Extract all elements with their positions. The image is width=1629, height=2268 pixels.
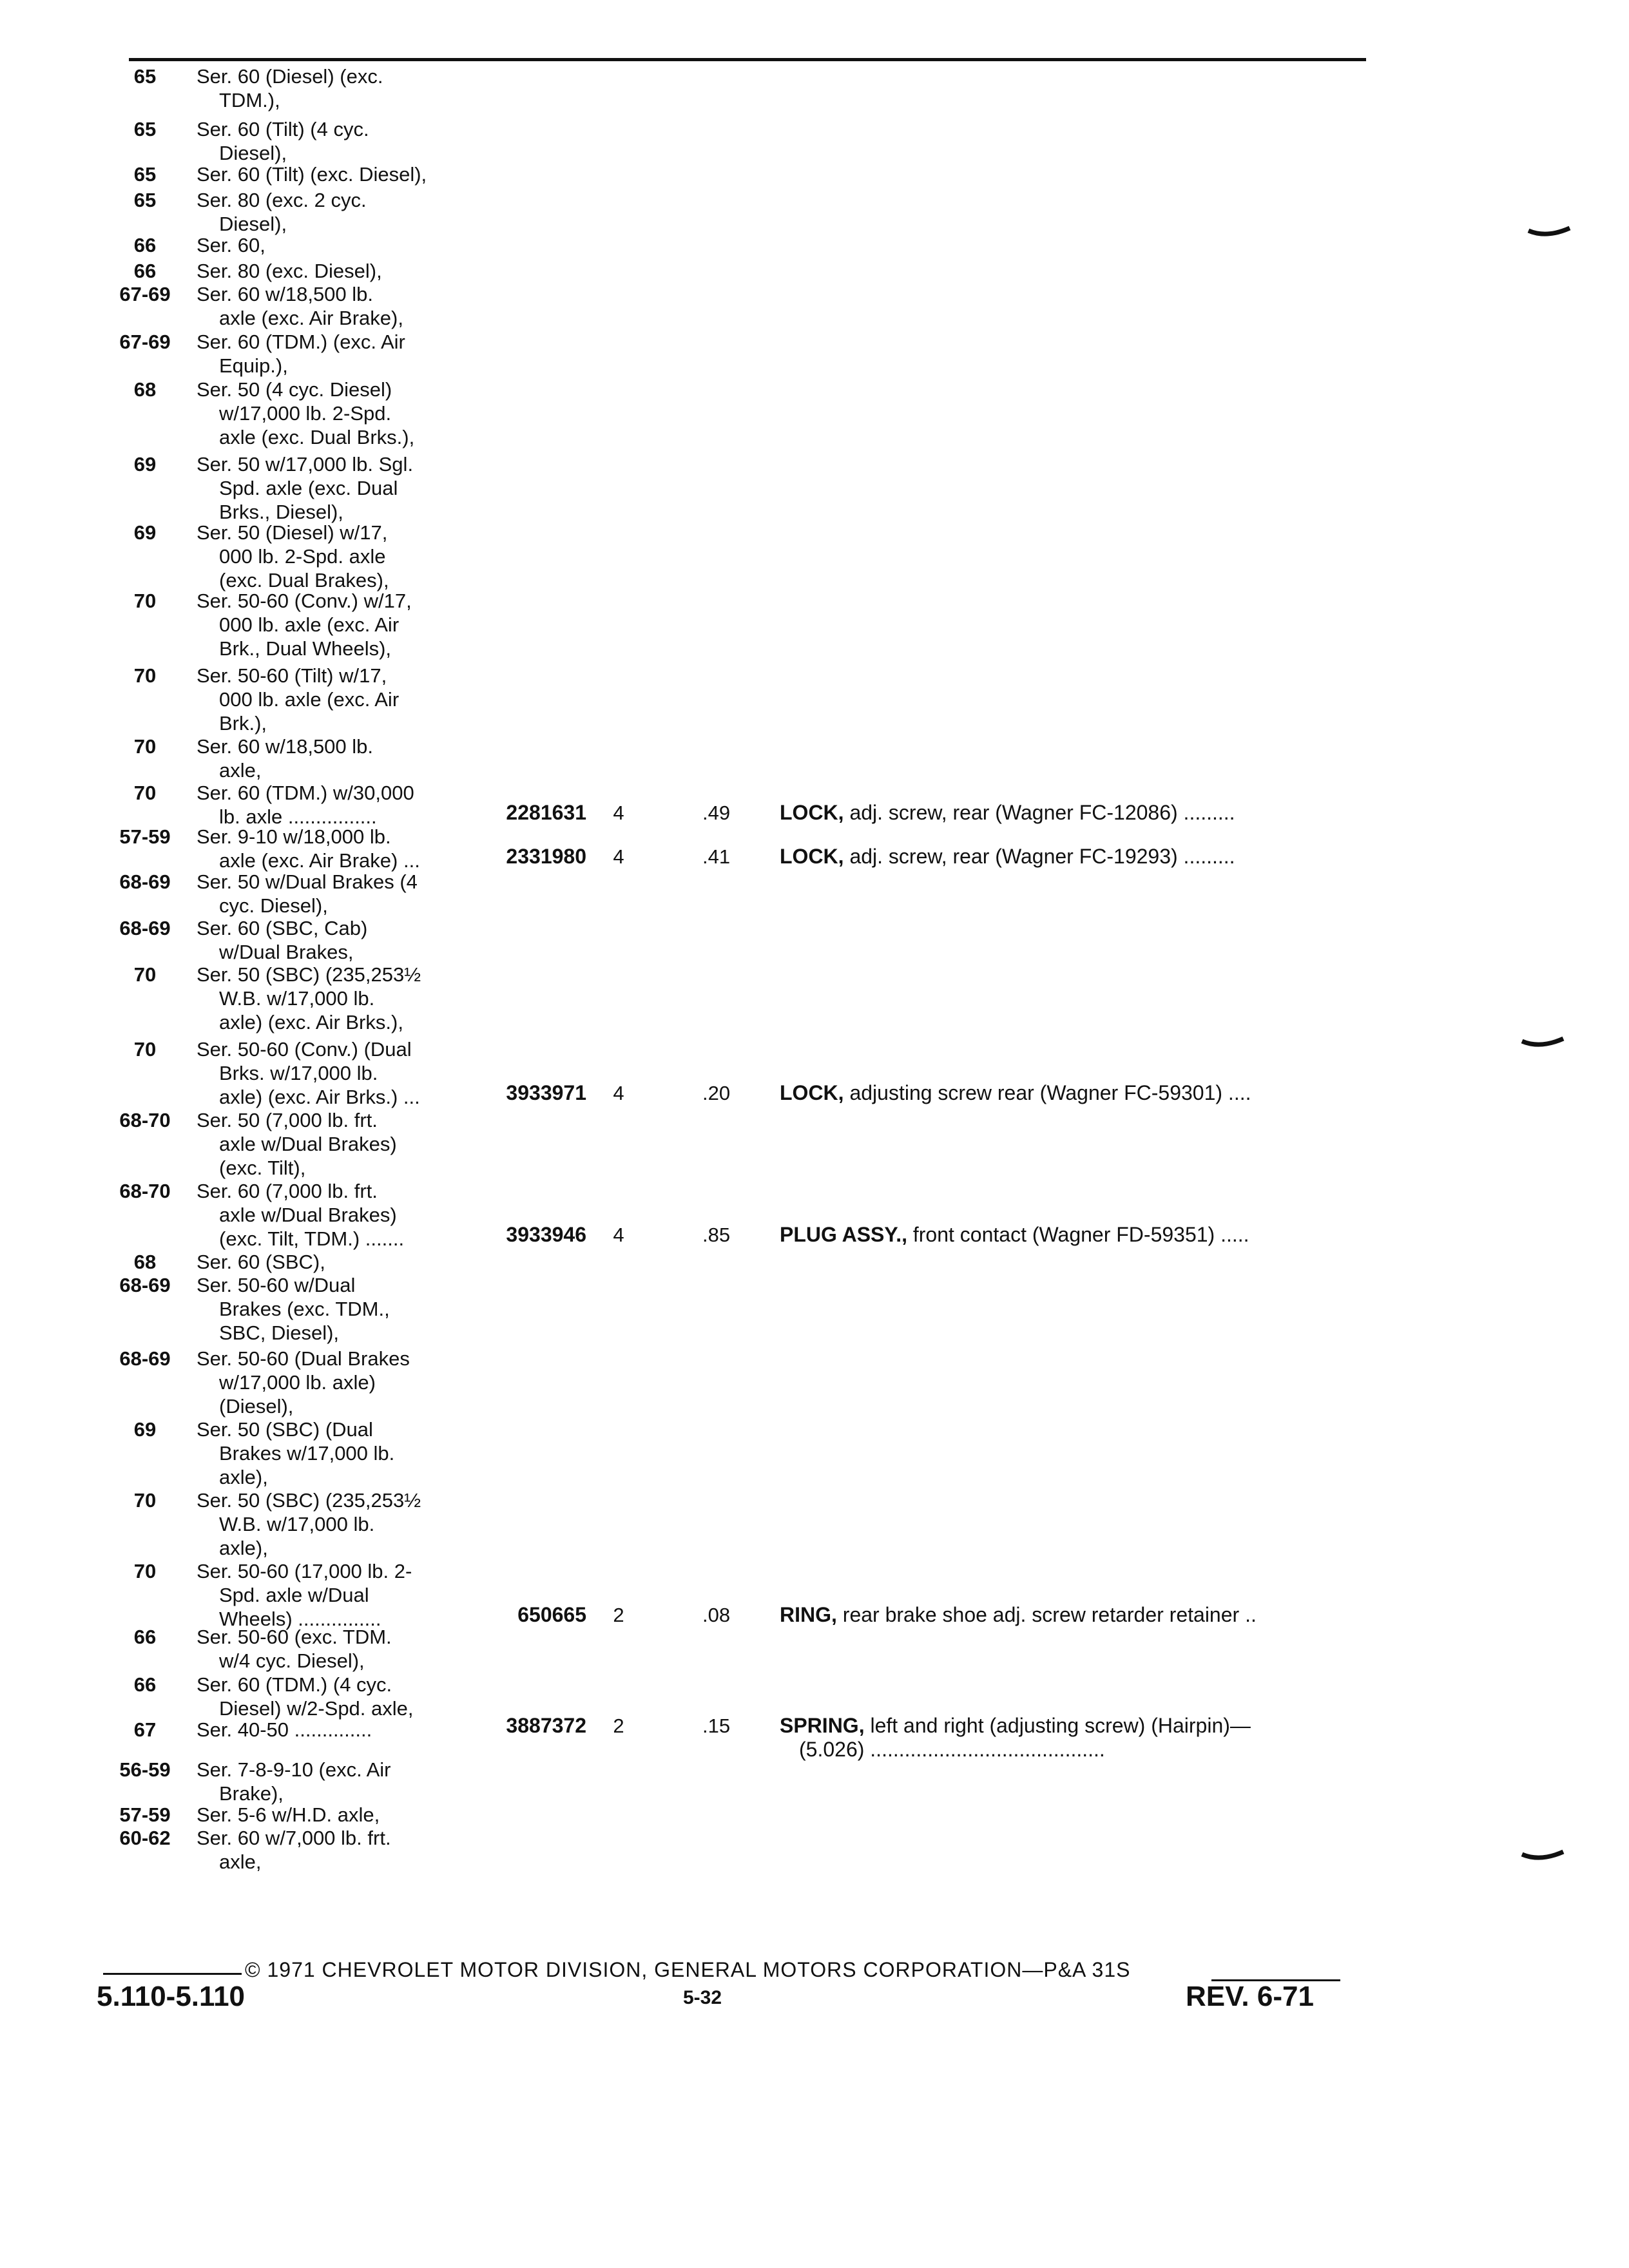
application-line: Ser. 50 (7,000 lb. frt. — [197, 1109, 378, 1131]
application-line: 000 lb. axle (exc. Air — [219, 613, 400, 636]
part-detail: adj. screw, rear (Wagner FC-19293) ......... — [843, 845, 1235, 868]
part-description — [780, 1714, 1360, 1762]
model-year: 65 — [133, 65, 157, 88]
application-line: Ser. 60 (SBC), — [197, 1251, 325, 1273]
application-text — [197, 1488, 487, 1560]
application-line: Ser. 60 w/18,500 lb. — [197, 283, 374, 305]
application-text — [197, 916, 487, 964]
application-line: lb. axle ................ — [219, 805, 377, 828]
application-line: Brk., Dual Wheels), — [219, 637, 392, 660]
part-detail: front contact (Wagner FD-59351) ..... — [907, 1223, 1249, 1246]
application-text — [197, 1559, 487, 1631]
application-line: w/17,000 lb. axle) — [219, 1371, 376, 1394]
application-text — [197, 117, 487, 165]
model-year: 69 — [133, 453, 157, 476]
application-text — [197, 781, 487, 829]
application-line: Ser. 80 (exc. Diesel), — [197, 260, 382, 282]
application-line: (Diesel), — [219, 1395, 294, 1418]
model-year: 60-62 — [119, 1827, 171, 1849]
model-year: 70 — [133, 963, 157, 986]
binder-mark-top — [1527, 226, 1572, 241]
footer-copyright: © 1971 CHEVROLET MOTOR DIVISION, GENERAL MOTORS CORPORATION—P&A 31S — [245, 1958, 1131, 1981]
part-number: 2281631 — [506, 801, 586, 824]
model-year: 68-69 — [119, 870, 171, 893]
application-line: 000 lb. axle (exc. Air — [219, 688, 400, 711]
application-text — [197, 735, 487, 782]
application-line: Ser. 50 (Diesel) w/17, — [197, 521, 388, 544]
application-text — [197, 1108, 487, 1180]
application-line: axle w/Dual Brakes) — [219, 1204, 397, 1226]
application-text — [197, 330, 487, 378]
model-year: 56-59 — [119, 1758, 171, 1781]
application-text — [197, 870, 487, 918]
application-line: Diesel) w/2-Spd. axle, — [219, 1697, 414, 1720]
application-text — [197, 188, 487, 236]
application-line: Ser. 50 (SBC) (235,253½ — [197, 963, 421, 986]
model-year: 66 — [133, 234, 157, 256]
application-line: Ser. 80 (exc. 2 cyc. — [197, 189, 367, 211]
application-line: (exc. Tilt, TDM.) ....... — [219, 1227, 405, 1250]
application-line: axle), — [219, 1466, 268, 1488]
model-year: 68 — [133, 378, 157, 401]
part-name: RING, — [780, 1603, 837, 1626]
application-line: axle w/Dual Brakes) — [219, 1133, 397, 1155]
model-year: 70 — [133, 1560, 157, 1582]
application-line: Ser. 7-8-9-10 (exc. Air — [197, 1758, 391, 1781]
price: .85 — [702, 1224, 731, 1246]
application-line: w/17,000 lb. 2-Spd. — [219, 402, 392, 425]
model-year: 57-59 — [119, 1803, 171, 1826]
application-line: axle, — [219, 1850, 262, 1873]
part-name: LOCK, — [780, 801, 844, 824]
model-year: 70 — [133, 590, 157, 612]
application-line: Ser. 60 (SBC, Cab) — [197, 917, 368, 939]
price: .08 — [702, 1604, 731, 1626]
model-year: 68-69 — [119, 917, 171, 939]
quantity: 4 — [613, 802, 624, 824]
application-line: Ser. 60 (Tilt) (4 cyc. — [197, 118, 369, 140]
application-line: Ser. 40-50 .............. — [197, 1718, 372, 1741]
quantity: 2 — [613, 1604, 624, 1626]
application-text — [197, 1418, 487, 1489]
quantity: 4 — [613, 845, 624, 868]
model-year: 65 — [133, 118, 157, 140]
application-line: axle (exc. Dual Brks.), — [219, 426, 415, 448]
part-description — [780, 845, 1360, 869]
application-text — [197, 1625, 487, 1673]
application-line: cyc. Diesel), — [219, 894, 328, 917]
application-text — [197, 664, 487, 735]
price: .20 — [702, 1082, 731, 1104]
part-detail: left and right (adjusting screw) (Hairpin)— — [864, 1714, 1251, 1737]
application-line: axle, — [219, 759, 262, 782]
part-detail-continued: (5.026) ......................................... — [799, 1738, 1105, 1761]
application-line: W.B. w/17,000 lb. — [219, 987, 375, 1010]
application-line: axle (exc. Air Brake) ... — [219, 849, 420, 872]
application-line: Ser. 50-60 (Dual Brakes — [197, 1347, 410, 1370]
application-text — [197, 825, 487, 872]
model-year: 68-70 — [119, 1180, 171, 1202]
application-line: Ser. 60 (Tilt) (exc. Diesel), — [197, 163, 427, 186]
part-number: 3887372 — [506, 1714, 586, 1737]
quantity: 2 — [613, 1715, 624, 1737]
price: .41 — [702, 845, 731, 868]
application-line: Ser. 50 w/17,000 lb. Sgl. — [197, 453, 414, 476]
application-line: Ser. 60 (TDM.) (exc. Air — [197, 331, 405, 353]
application-line: Ser. 50 w/Dual Brakes (4 — [197, 870, 418, 893]
application-line: Ser. 5-6 w/H.D. axle, — [197, 1803, 380, 1826]
footer-revision: REV. 6-71 — [1186, 1981, 1314, 2012]
part-name: LOCK, — [780, 845, 844, 868]
application-text — [197, 1803, 487, 1827]
application-line: Brks., Diesel), — [219, 501, 343, 523]
model-year: 68-69 — [119, 1347, 171, 1370]
quantity: 4 — [613, 1224, 624, 1246]
application-line: Spd. axle w/Dual — [219, 1584, 369, 1606]
model-year: 67 — [133, 1718, 157, 1741]
model-year: 70 — [133, 1489, 157, 1512]
part-description — [780, 1223, 1360, 1247]
part-name: PLUG ASSY., — [780, 1223, 907, 1246]
application-line: Brk.), — [219, 712, 267, 735]
footer-rule-left — [103, 1973, 242, 1975]
application-line: Spd. axle (exc. Dual — [219, 477, 398, 499]
price: .15 — [702, 1715, 731, 1737]
model-year: 67-69 — [119, 283, 171, 305]
model-year: 65 — [133, 163, 157, 186]
application-text — [197, 521, 487, 592]
application-text — [197, 1718, 487, 1742]
application-line: Ser. 50 (SBC) (Dual — [197, 1418, 373, 1441]
model-year: 70 — [133, 735, 157, 758]
application-line: Brakes (exc. TDM., — [219, 1298, 390, 1320]
model-year: 68 — [133, 1251, 157, 1273]
part-description — [780, 1081, 1360, 1105]
application-line: TDM.), — [219, 89, 280, 111]
application-text — [197, 1273, 487, 1345]
application-line: axle (exc. Air Brake), — [219, 307, 403, 329]
application-line: w/Dual Brakes, — [219, 941, 354, 963]
price: .49 — [702, 802, 731, 824]
model-year: 66 — [133, 260, 157, 282]
part-number: 3933971 — [506, 1081, 586, 1104]
application-line: axle) (exc. Air Brks.), — [219, 1011, 403, 1033]
application-line: Ser. 60, — [197, 234, 265, 256]
application-text — [197, 1179, 487, 1251]
application-line: Equip.), — [219, 354, 288, 377]
application-line: Ser. 50-60 (Tilt) w/17, — [197, 664, 387, 687]
footer-section: 5.110-5.110 — [97, 1981, 246, 2012]
application-line: Ser. 50-60 (Conv.) w/17, — [197, 590, 412, 612]
model-year: 70 — [133, 1038, 157, 1061]
part-number: 650665 — [517, 1603, 586, 1626]
model-year: 66 — [133, 1626, 157, 1648]
application-text — [197, 64, 487, 112]
application-text — [197, 1347, 487, 1418]
application-text — [197, 282, 487, 330]
application-text — [197, 1673, 487, 1720]
application-line: Ser. 50-60 w/Dual — [197, 1274, 356, 1296]
application-line: axle), — [219, 1537, 268, 1559]
model-year: 66 — [133, 1673, 157, 1696]
application-text — [197, 259, 487, 283]
application-text — [197, 452, 487, 524]
application-line: Diesel), — [219, 213, 287, 235]
application-line: Ser. 60 (7,000 lb. frt. — [197, 1180, 378, 1202]
part-description — [780, 801, 1360, 825]
application-line: (exc. Tilt), — [219, 1157, 306, 1179]
application-line: Ser. 9-10 w/18,000 lb. — [197, 825, 391, 848]
part-name: SPRING, — [780, 1714, 865, 1737]
application-text — [197, 1826, 487, 1874]
application-line: Brakes w/17,000 lb. — [219, 1442, 395, 1465]
part-detail: adjusting screw rear (Wagner FC-59301) .... — [843, 1081, 1251, 1104]
model-year: 65 — [133, 189, 157, 211]
application-text — [197, 589, 487, 660]
binder-mark-bottom — [1521, 1849, 1566, 1865]
model-year: 68-69 — [119, 1274, 171, 1296]
part-name: LOCK, — [780, 1081, 844, 1104]
part-number: 2331980 — [506, 845, 586, 868]
application-line: Ser. 50-60 (17,000 lb. 2- — [197, 1560, 412, 1582]
application-line: Ser. 60 (TDM.) (4 cyc. — [197, 1673, 392, 1696]
application-text — [197, 162, 487, 186]
application-text — [197, 1758, 487, 1805]
application-line: Ser. 50-60 (Conv.) (Dual — [197, 1038, 412, 1061]
footer-page-number: 5-32 — [683, 1987, 722, 2008]
top-rule — [129, 58, 1366, 61]
application-line: Diesel), — [219, 142, 287, 164]
application-line: Ser. 60 w/18,500 lb. — [197, 735, 374, 758]
application-line: Ser. 50 (4 cyc. Diesel) — [197, 378, 392, 401]
model-year: 70 — [133, 664, 157, 687]
application-line: Brks. w/17,000 lb. — [219, 1062, 378, 1084]
model-year: 68-70 — [119, 1109, 171, 1131]
application-text — [197, 963, 487, 1034]
application-line: SBC, Diesel), — [219, 1321, 340, 1344]
application-line: Ser. 50-60 (exc. TDM. — [197, 1626, 392, 1648]
model-year: 70 — [133, 782, 157, 804]
model-year: 67-69 — [119, 331, 171, 353]
application-line: Ser. 50 (SBC) (235,253½ — [197, 1489, 421, 1512]
model-year: 69 — [133, 521, 157, 544]
application-line: Ser. 60 w/7,000 lb. frt. — [197, 1827, 391, 1849]
application-line: Brake), — [219, 1782, 284, 1805]
application-line: w/4 cyc. Diesel), — [219, 1649, 365, 1672]
part-detail: rear brake shoe adj. screw retarder retainer .. — [836, 1603, 1257, 1626]
model-year: 57-59 — [119, 825, 171, 848]
quantity: 4 — [613, 1082, 624, 1104]
binder-mark-middle — [1521, 1036, 1566, 1052]
application-text — [197, 1037, 487, 1109]
application-line: (exc. Dual Brakes), — [219, 569, 389, 591]
application-line: W.B. w/17,000 lb. — [219, 1513, 375, 1535]
part-number: 3933946 — [506, 1223, 586, 1246]
application-line: 000 lb. 2-Spd. axle — [219, 545, 386, 568]
application-line: Wheels) ............... — [219, 1608, 381, 1630]
application-text — [197, 1250, 487, 1274]
application-line: axle) (exc. Air Brks.) ... — [219, 1086, 420, 1108]
application-line: Ser. 60 (Diesel) (exc. — [197, 65, 383, 88]
application-text — [197, 233, 487, 257]
model-year: 69 — [133, 1418, 157, 1441]
part-description — [780, 1603, 1360, 1627]
part-detail: adj. screw, rear (Wagner FC-12086) ......... — [843, 801, 1235, 824]
application-text — [197, 378, 487, 449]
application-line: Ser. 60 (TDM.) w/30,000 — [197, 782, 414, 804]
